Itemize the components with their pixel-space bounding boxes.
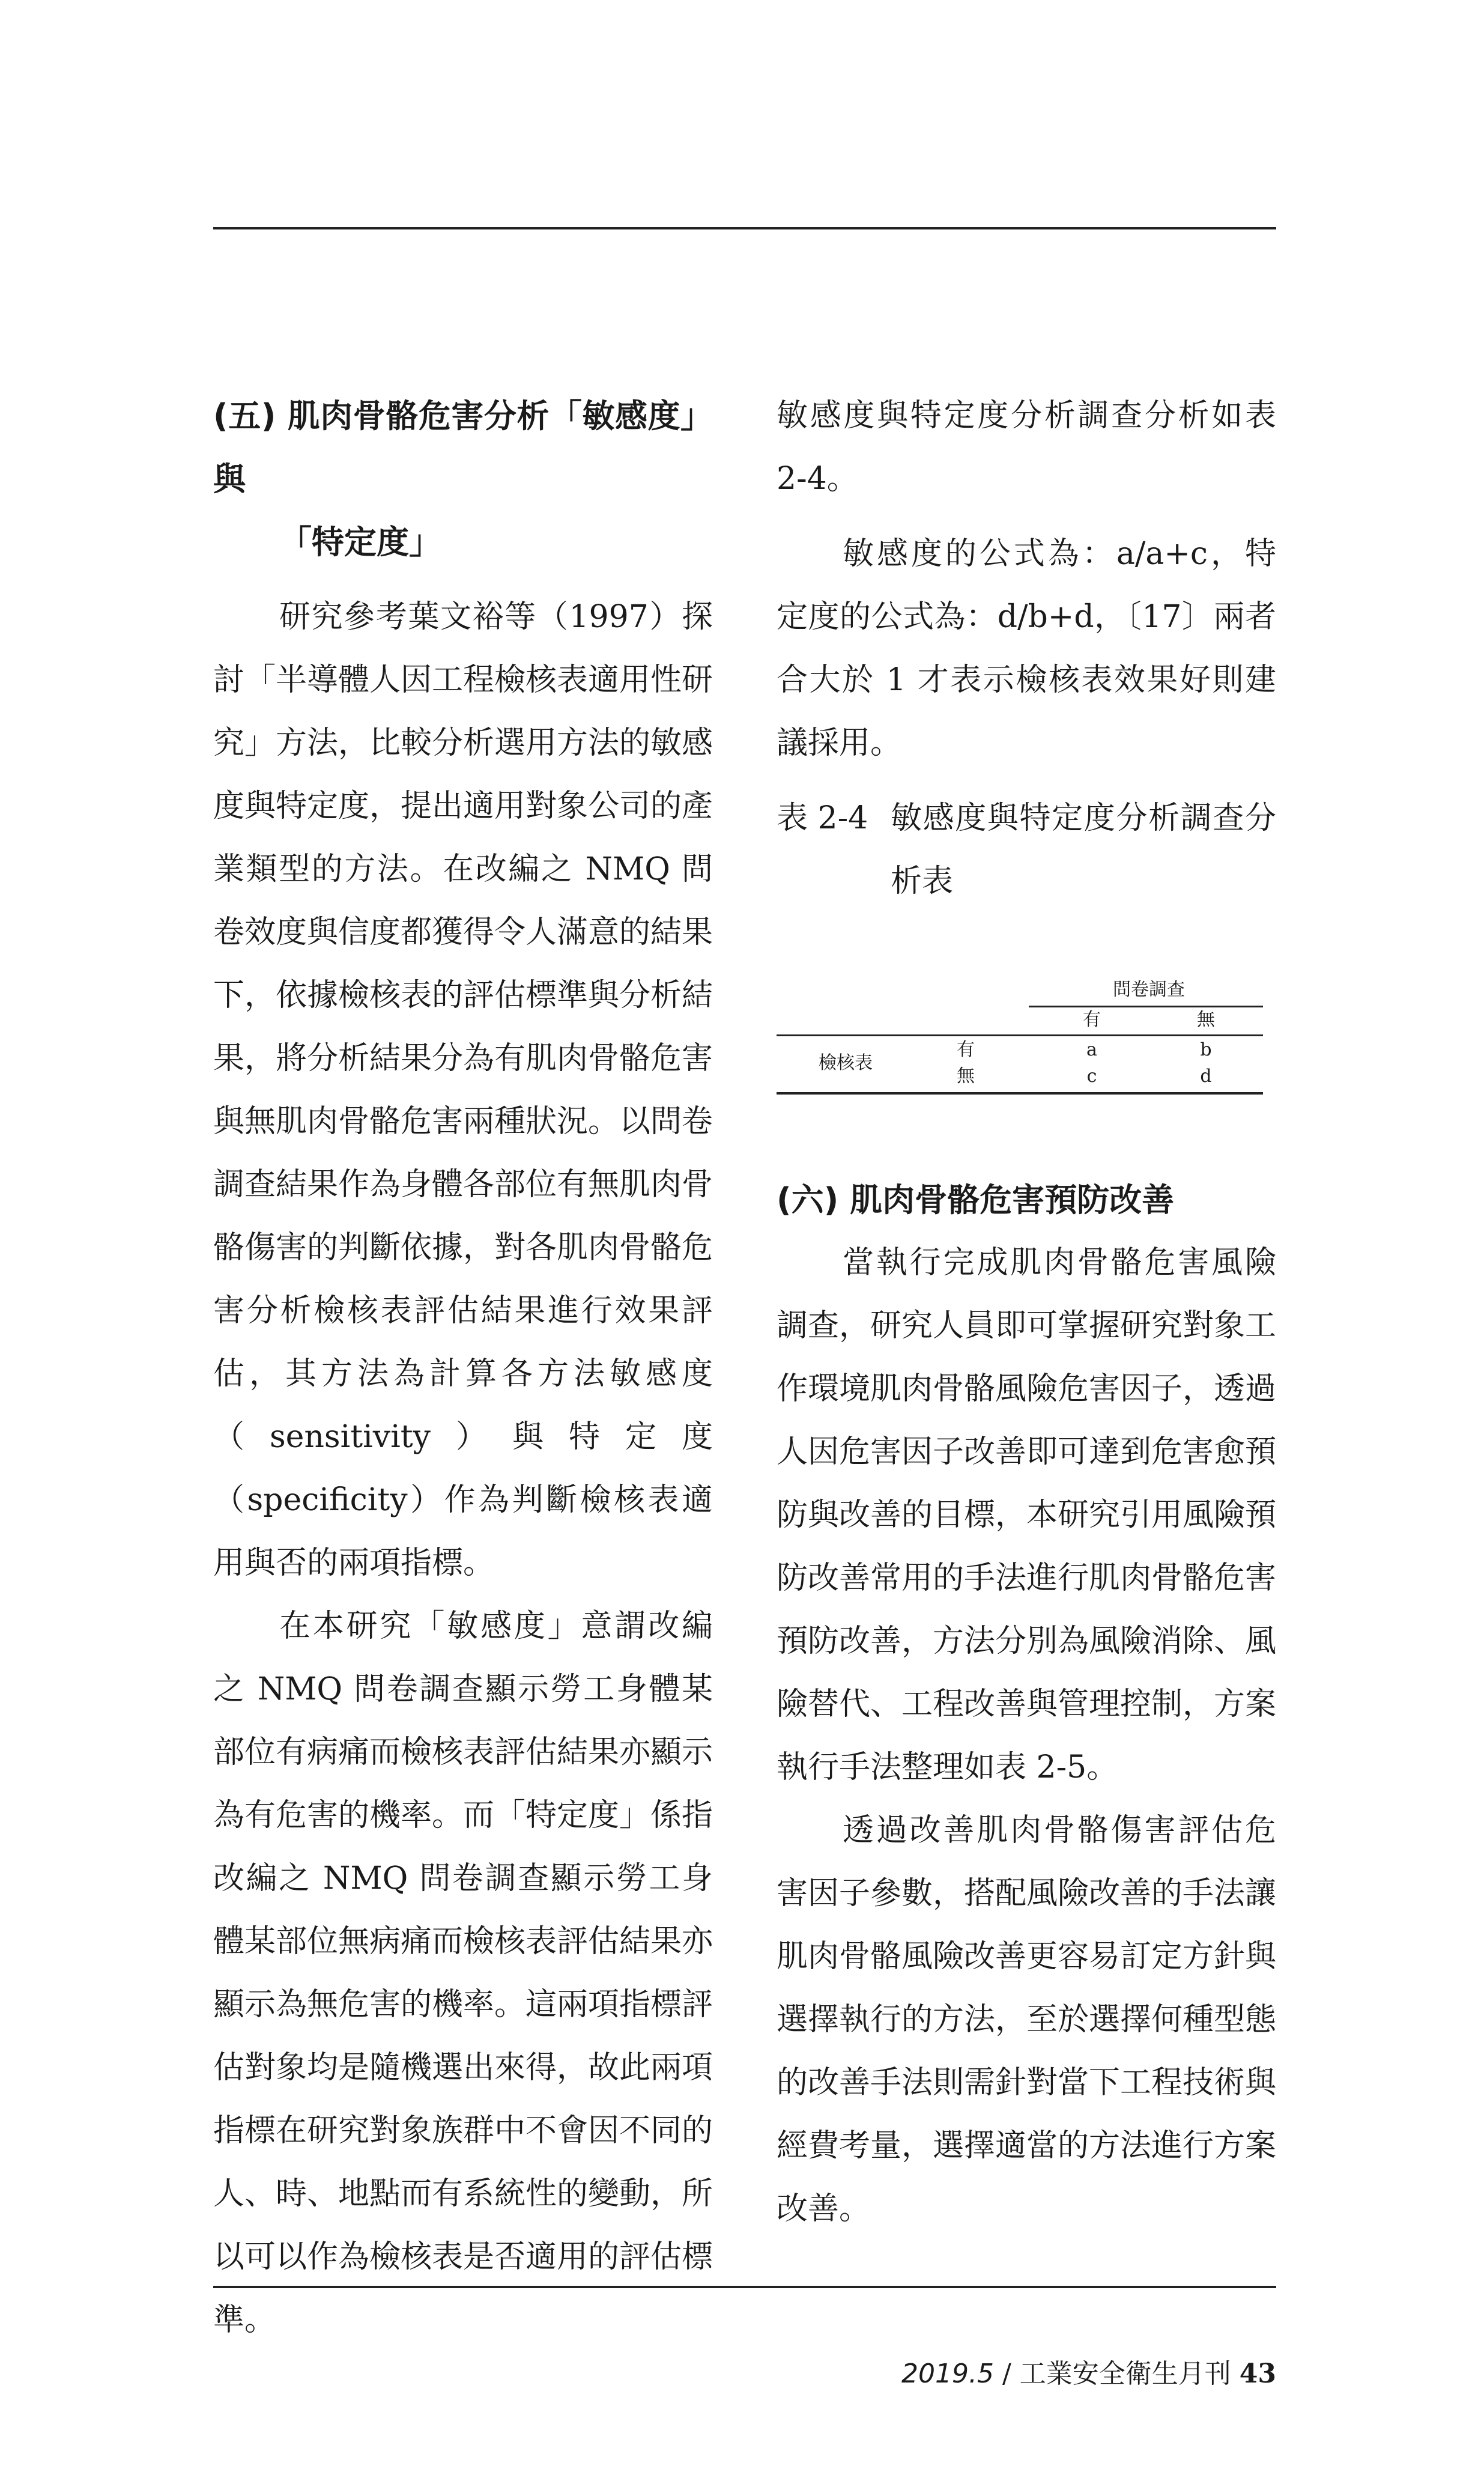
issue-date: 2019.5 <box>901 2358 994 2389</box>
table-row-header: 檢核表 <box>819 1052 873 1074</box>
table-rule <box>777 1034 1263 1036</box>
table-col-yes: 有 <box>1083 1009 1101 1030</box>
paragraph: 透過改善肌肉骨骼傷害評估危害因子參數，搭配風險改善的手法讓肌肉骨骼風險改善更容易訂定方針與選擇執行的方法，至於選擇何種型態的改善手法則需針對當下工程技術與經費考量，選擇適當的方法進行方案改善。 <box>777 1812 1277 2227</box>
table-cell-d: d <box>1200 1066 1212 1087</box>
table-cell-a: a <box>1086 1039 1097 1060</box>
table-cell-b: b <box>1200 1039 1212 1060</box>
magazine-title: 工業安全衛生月刊 <box>1019 2358 1231 2389</box>
footer-separator: / <box>993 2358 1020 2389</box>
paragraph: 在本研究「敏感度」意謂改編之 NMQ 問卷調查顯示勞工身體某部位有病痛而檢核表評估結果亦顯示為有危害的機率。而「特定度」係指改編之 NMQ 問卷調查顯示勞工身體某部位無病痛而檢核表評估結果亦顯示為無危害的機率。這兩項指標評估對象均是隨機選出來得，故此兩項指標在研究對象族群中不會因不同的人、時、地點而有系統性的變動，所以可以作為檢核表是否適用的評估標準。 <box>213 1608 713 2338</box>
section-heading-5-cont: 「特定度」 <box>279 523 441 561</box>
paragraph: 研究參考葉文裕等（1997）探討「半導體人因工程檢核表適用性研究」方法，比較分析選用方法的敏感度與特定度，提出適用對象公司的產業類型的方法。在改編之 NMQ 問卷效度與信度都獲得令人滿意的結果下，依據檢核表的評估標準與分析結果，將分析結果分為有肌肉骨骼危害與無肌肉骨骼危害兩種狀況。以問卷調查結果作為身體各部位有無肌肉骨骼傷害的判斷依據，對各肌肉骨骼危害分析檢核表評估結果進行效果評估，其方法為計算各方法敏感度（sensitivity）與特定度（specificity）作為判斷檢核表適用與否的兩項指標。 <box>213 599 713 1581</box>
table-cell-c: c <box>1086 1066 1097 1087</box>
page-number: 43 <box>1239 2358 1276 2389</box>
table-caption-label: 表 2-4 <box>777 800 868 836</box>
left-column <box>213 384 713 2352</box>
table-row-no: 無 <box>957 1066 975 1087</box>
paragraph: 當執行完成肌肉骨骼危害風險調查，研究人員即可掌握研究對象工作環境肌肉骨骼風險危害因子，透過人因危害因子改善即可達到危害愈預防與改善的目標，本研究引用風險預防改善常用的手法進行肌肉骨骼危害預防改善，方法分別為風險消除、風險替代、工程改善與管理控制，方案執行手法整理如表 2-5。 <box>777 1245 1277 1785</box>
table-caption-text: 敏感度與特定度分析調查分析表 <box>891 800 1276 899</box>
footer-rule <box>213 2286 1276 2288</box>
paragraph: 敏感度與特定度分析調查分析如表 2-4。 <box>777 398 1276 497</box>
header-rule <box>213 227 1276 229</box>
table-rule <box>777 1092 1263 1095</box>
section-heading-6: (六) 肌肉骨骼危害預防改善 <box>777 1181 1175 1219</box>
table-group-header: 問卷調查 <box>1113 979 1185 1000</box>
paragraph: 敏感度的公式為：a/a+c，特定度的公式為：d/b+d，〔17〕兩者合大於 1 才表示檢核表效果好則建議採用。 <box>777 536 1276 761</box>
table-row-yes: 有 <box>957 1039 975 1060</box>
section-heading-5: (五) 肌肉骨骼危害分析「敏感度」與 <box>213 397 713 498</box>
sensitivity-table <box>777 979 1263 1096</box>
table-col-no: 無 <box>1197 1009 1215 1030</box>
page-footer <box>901 2352 1276 2390</box>
table-rule <box>1029 1006 1263 1007</box>
right-column <box>777 384 1276 2241</box>
table-caption <box>777 787 1276 913</box>
